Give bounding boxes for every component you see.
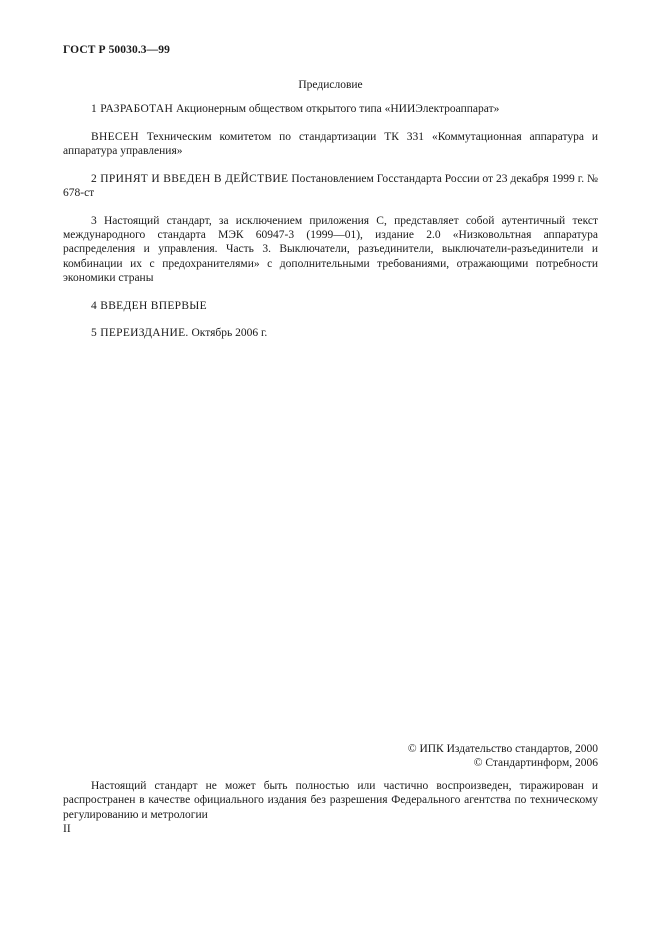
preface-item-text: Октябрь 2006 г. xyxy=(188,327,268,340)
preface-item-text: 3 Настоящий стандарт, за исключением приложения С, представляет собой аутентичный текст международного стандарта МЭК 60947-3 (1999—01), издание 2.0 «Низковольтная аппаратура распределения и управления. Часть 3. Выключатели, разъединители, выключатели-разъединители и комбинации их с предохранителями» с дополнительными требованиями, отражающими потребности экономики страны xyxy=(63,214,598,284)
preface-item-developed xyxy=(63,102,598,116)
preface-item-authentic xyxy=(63,214,598,285)
preface-body xyxy=(63,102,598,354)
preface-item-lead: 1 РАЗРАБОТАН xyxy=(91,103,174,115)
page-number: II xyxy=(63,823,71,835)
copyright-line-standartinform: © Стандартинформ, 2006 xyxy=(473,757,598,770)
preface-item-text: Постановлением Госстандарта России от 23 декабря 1999 г. № 678-ст xyxy=(63,172,598,199)
preface-item-lead: 2 ПРИНЯТ И ВВЕДЕН В ДЕЙСТВИЕ xyxy=(91,172,289,185)
preface-item-lead: 5 ПЕРЕИЗДАНИЕ. xyxy=(91,327,189,340)
copyright-block xyxy=(0,742,598,771)
preface-item-adopted xyxy=(63,172,598,201)
preface-item-lead: ВНЕСЕН xyxy=(91,130,139,143)
preface-item-introduced xyxy=(63,130,598,159)
preface-item-reissue xyxy=(63,326,598,340)
standard-code: ГОСТ Р 50030.3—99 xyxy=(63,44,170,56)
preface-item-first-introduced xyxy=(63,299,598,313)
preface-title: Предисловие xyxy=(298,79,363,91)
preface-item-lead: 4 ВВЕДЕН ВПЕРВЫЕ xyxy=(91,299,207,312)
reproduction-notice: Настоящий стандарт не может быть полностью или частично воспроизведен, тиражирован и распространен в качестве официального издания без разрешения Федерального агентства по техническому регулированию и метрологии xyxy=(63,780,598,821)
preface-item-text: Техническим комитетом по стандартизации ТК 331 «Коммутационная аппаратура и аппаратура управления» xyxy=(63,130,598,157)
preface-item-text: Акционерным обществом открытого типа «НИИЭлектроаппарат» xyxy=(173,103,500,115)
copyright-line-publisher: © ИПК Издательство стандартов, 2000 xyxy=(407,743,598,755)
